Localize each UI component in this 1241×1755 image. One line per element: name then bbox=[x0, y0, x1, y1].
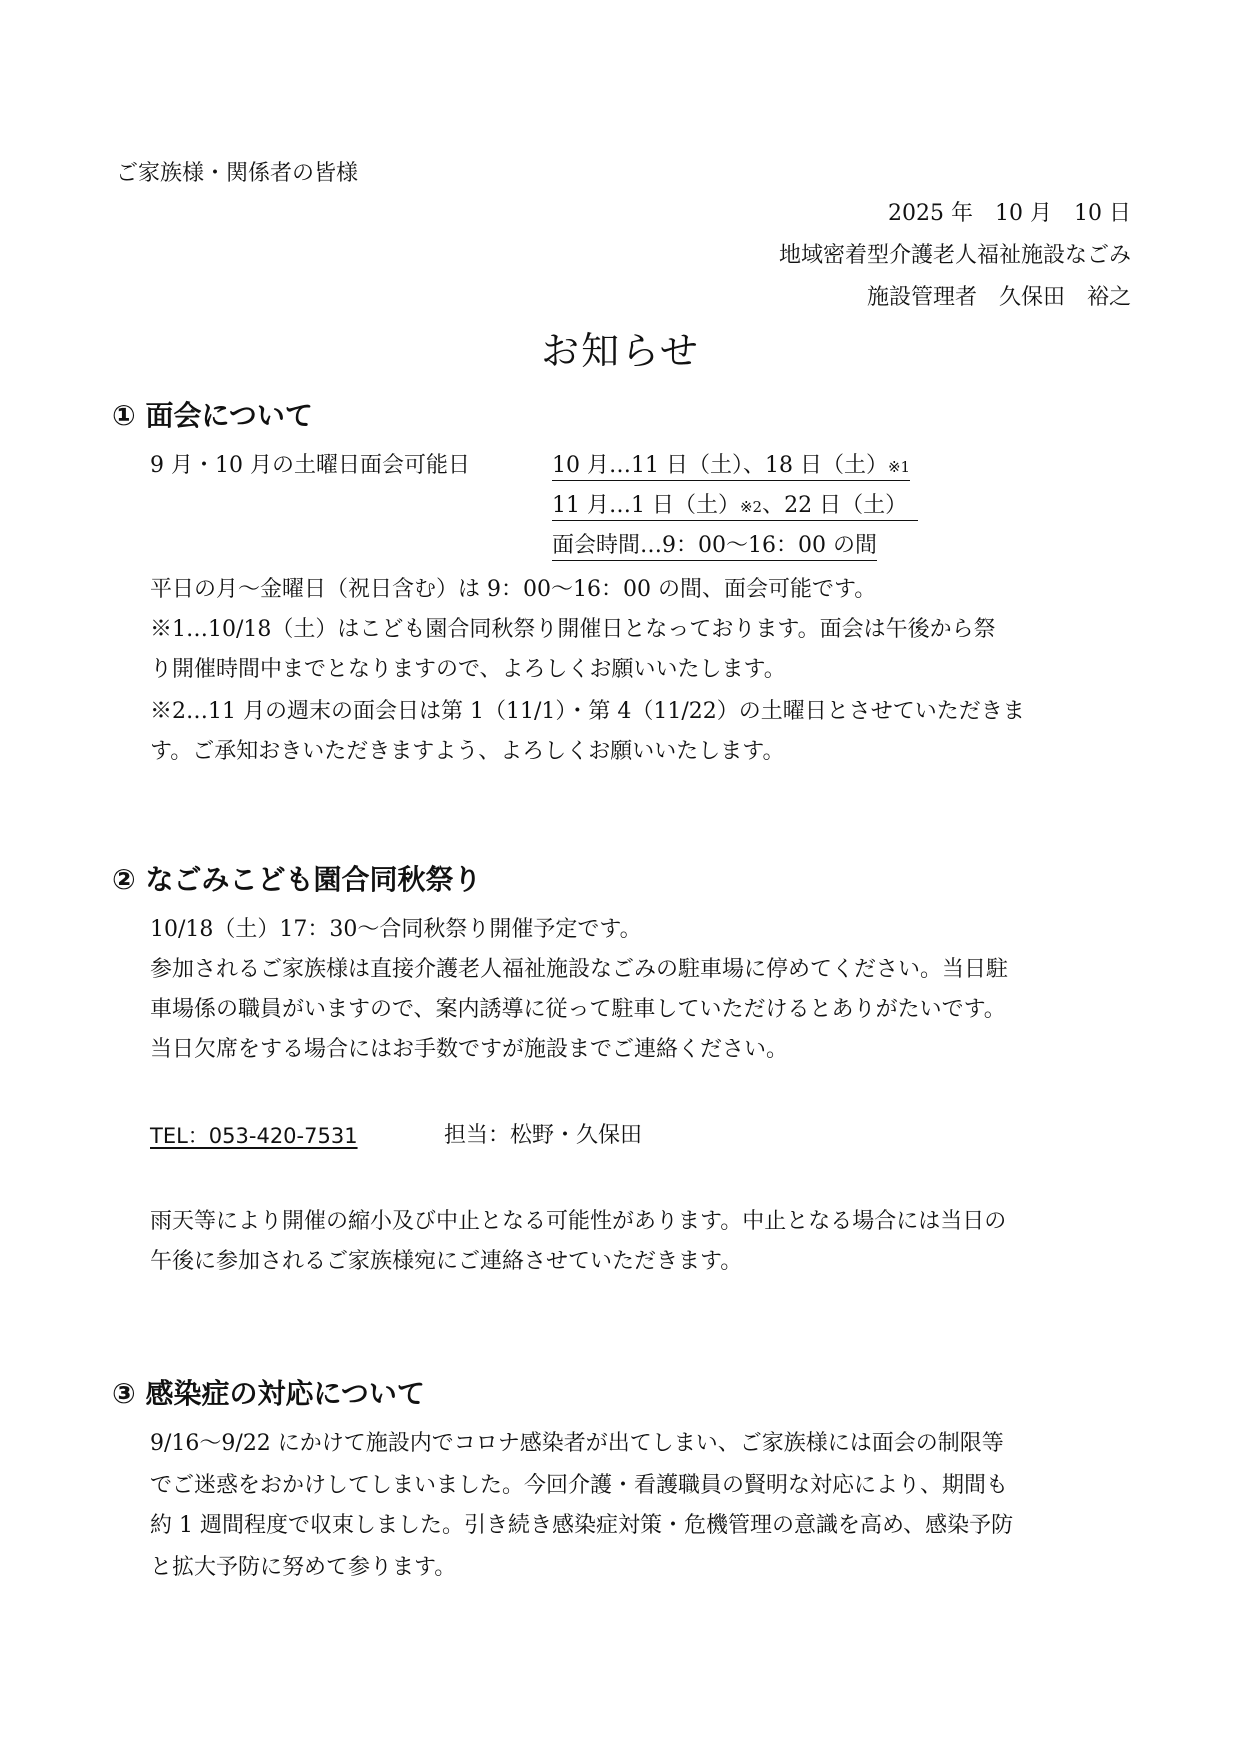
issue-date: 2025 年 10 月 10 日 bbox=[888, 201, 1131, 226]
visit-days-label: 9 月・10 月の土曜日面会可能日 bbox=[150, 453, 470, 478]
section2-heading: ② なごみこども園合同秋祭り bbox=[112, 863, 482, 896]
note1-line1: ※1…10/18（土）はこども園合同秋祭り開催日となっております。面会は午後から祭 bbox=[150, 617, 996, 642]
schedule-row-hours bbox=[552, 530, 877, 562]
note1-line2: り開催時間中までとなりますので、よろしくお願いいたします。 bbox=[150, 657, 786, 682]
rain-notice-line2: 午後に参加されるご家族様宛にご連絡させていただきます。 bbox=[150, 1249, 743, 1274]
festival-date-text: 10/18（土）17：30〜合同秋祭り開催予定です。 bbox=[150, 917, 642, 942]
manager-name: 施設管理者 久保田 裕之 bbox=[866, 285, 1131, 310]
schedule-october-note: ※1 bbox=[887, 458, 911, 476]
schedule-november-pre: 11 月…1 日（土） bbox=[552, 493, 740, 518]
parking-line3: 当日欠席をする場合にはお手数ですが施設までご連絡ください。 bbox=[150, 1037, 789, 1062]
infection-line1: 9/16〜9/22 にかけて施設内でコロナ感染者が出てしまい、ご家族様には面会の制限等 bbox=[150, 1431, 1004, 1456]
note2-line2: す。ご承知おきいただきますよう、よろしくお願いいたします。 bbox=[150, 739, 785, 764]
schedule-november-post: 、22 日（土） bbox=[762, 493, 897, 518]
note2-line1: ※2…11 月の週末の面会日は第 1（11/1）・第 4（11/22）の土曜日とさせていただきま bbox=[150, 699, 1025, 724]
parking-line1: 参加されるご家族様は直接介護老人福祉施設なごみの駐車場に停めてください。当日駐 bbox=[150, 957, 1009, 982]
addressee: ご家族様・関係者の皆様 bbox=[116, 161, 359, 186]
contact-persons: 担当：松野・久保田 bbox=[444, 1123, 643, 1148]
schedule-row-november bbox=[552, 490, 918, 523]
telephone-number[interactable]: TEL：053-420-7531 bbox=[150, 1124, 358, 1148]
infection-line4: と拡大予防に努めて参ります。 bbox=[150, 1555, 457, 1580]
schedule-november-note: ※2 bbox=[739, 498, 763, 516]
section3-heading: ③ 感染症の対応について bbox=[112, 1377, 425, 1410]
organization-name: 地域密着型介護老人福祉施設なごみ bbox=[778, 243, 1131, 268]
schedule-october-text: 10 月…11 日（土）、18 日（土） bbox=[552, 453, 888, 478]
infection-line3: 約 1 週間程度で収束しました。引き続き感染症対策・危機管理の意識を高め、感染予防 bbox=[150, 1513, 1014, 1538]
parking-line2: 車場係の職員がいますので、案内誘導に従って駐車していただけるとありがたいです。 bbox=[150, 997, 1006, 1022]
visiting-hours: 面会時間…9：00〜16：00 の間 bbox=[552, 533, 877, 561]
schedule-row-october bbox=[552, 450, 910, 483]
section1-heading: ① 面会について bbox=[112, 399, 313, 432]
page-title: お知らせ bbox=[541, 329, 700, 373]
infection-line2: でご迷惑をおかけしてしまいました。今回介護・看護職員の賢明な対応により、期間も bbox=[150, 1473, 1009, 1498]
weekday-visits-text: 平日の月〜金曜日（祝日含む）は 9：00〜16：00 の間、面会可能です。 bbox=[150, 577, 877, 602]
rain-notice-line1: 雨天等により開催の縮小及び中止となる可能性があります。中止となる場合には当日の bbox=[150, 1209, 1007, 1234]
